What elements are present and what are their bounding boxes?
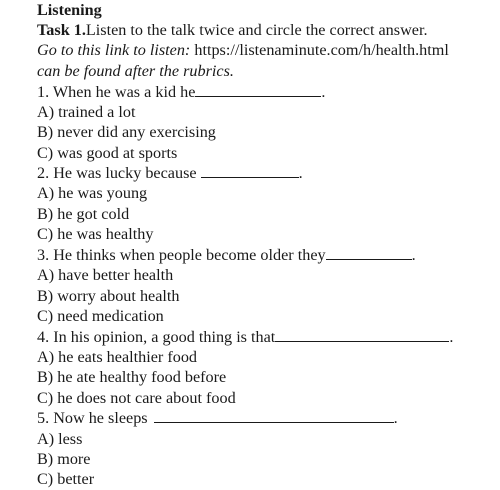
question-stem: 3. He thinks when people become older they [37,246,326,264]
question-end: . [393,409,398,427]
question-stem: 4. In his opinion, a good thing is that [37,328,276,346]
question-5 [37,408,398,428]
answer-blank[interactable] [201,163,299,178]
option-1b[interactable]: B) never did any exercising [37,123,216,141]
option-3c[interactable]: C) need medication [37,307,164,325]
question-1 [37,82,325,102]
option-2c[interactable]: C) he was healthy [37,225,154,243]
question-stem: 5. Now he sleeps [37,409,148,427]
section-heading: Listening [37,1,102,19]
question-end: . [449,328,454,346]
question-end: . [298,164,303,182]
link-prefix: Go to this link to listen: [37,41,195,59]
question-stem: 2. He was lucky because [37,164,197,182]
question-end: . [321,83,326,101]
question-3 [37,245,416,265]
option-4a[interactable]: A) he eats healthier food [37,348,198,366]
question-end: . [411,246,416,264]
question-stem: 1. When he was a kid he [37,83,196,101]
option-3a[interactable]: A) have better health [37,266,174,284]
option-2b[interactable]: B) he got cold [37,205,130,223]
task-label: Task 1. [37,21,86,39]
option-3b[interactable]: B) worry about health [37,287,180,305]
link-line [37,40,449,60]
option-5b[interactable]: B) more [37,450,91,468]
answer-blank[interactable] [195,82,321,97]
question-4 [37,327,453,347]
option-1c[interactable]: C) was good at sports [37,144,178,162]
audio-link[interactable]: https://listenaminute.com/h/health.html [194,41,449,59]
answer-blank[interactable] [275,327,449,342]
task-instruction: Listen to the talk twice and circle the correct answer. [85,21,428,39]
task-line [37,20,428,40]
answer-blank[interactable] [154,408,394,423]
option-4b[interactable]: B) he ate healthy food before [37,368,227,386]
option-2a[interactable]: A) he was young [37,184,148,202]
option-1a[interactable]: A) trained a lot [37,103,136,121]
question-2 [37,163,303,183]
option-4c[interactable]: C) he does not care about food [37,389,236,407]
option-5c[interactable]: C) better [37,470,95,488]
rubrics-note: can be found after the rubrics. [37,62,234,80]
option-5a[interactable]: A) less [37,430,83,448]
answer-blank[interactable] [326,245,412,260]
